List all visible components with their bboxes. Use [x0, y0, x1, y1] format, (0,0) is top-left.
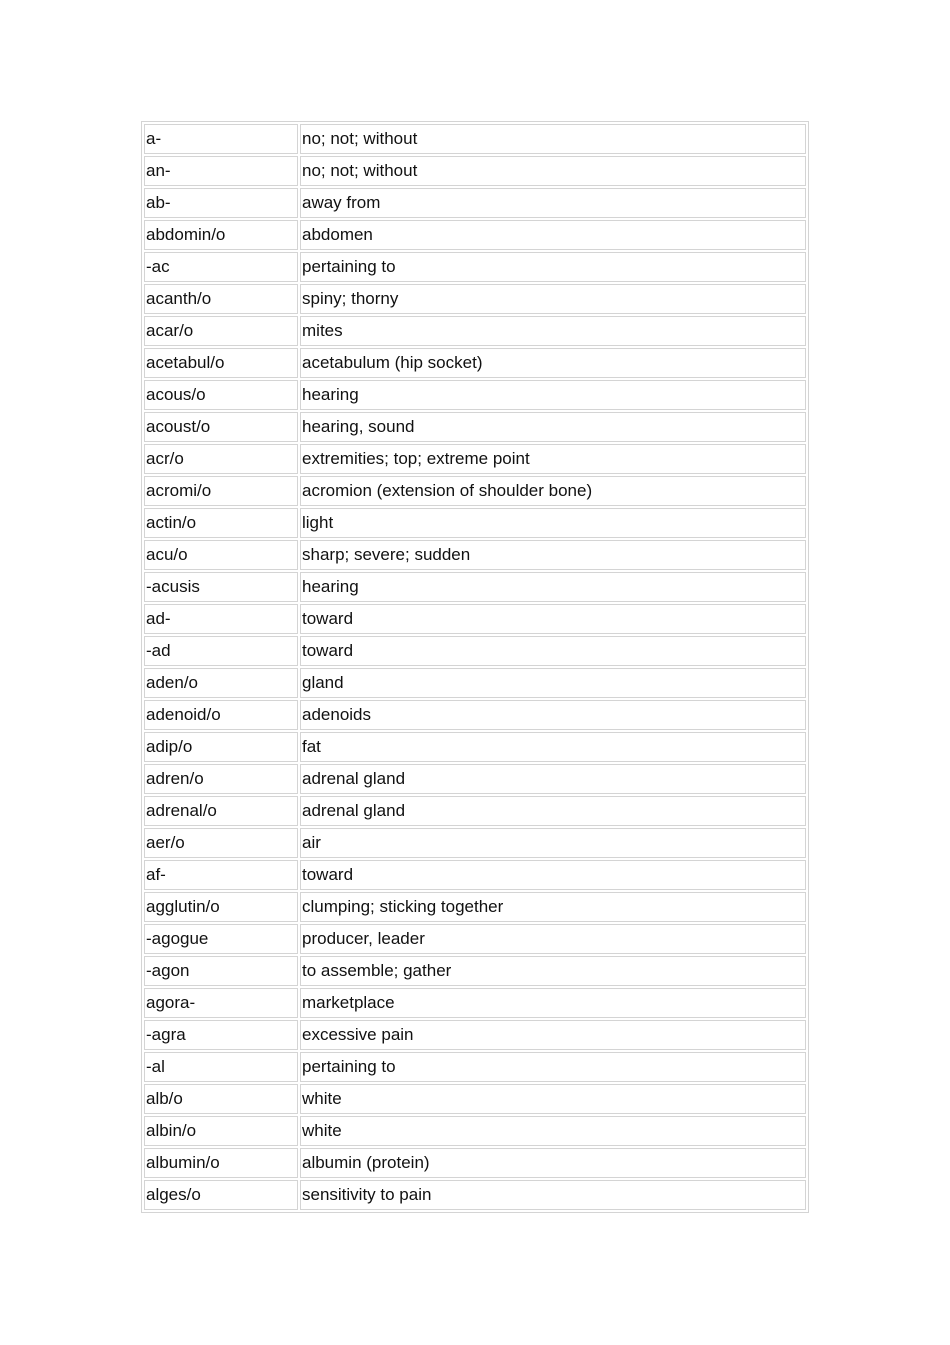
term-cell: actin/o — [144, 508, 298, 538]
table-row — [144, 924, 806, 954]
meaning-cell: excessive pain — [300, 1020, 806, 1050]
terms-table-body — [144, 124, 806, 1210]
table-row — [144, 572, 806, 602]
meaning-cell: to assemble; gather — [300, 956, 806, 986]
term-cell: alb/o — [144, 1084, 298, 1114]
meaning-cell: air — [300, 828, 806, 858]
table-row — [144, 956, 806, 986]
term-cell: ad- — [144, 604, 298, 634]
table-row — [144, 1052, 806, 1082]
term-cell: acr/o — [144, 444, 298, 474]
term-cell: aden/o — [144, 668, 298, 698]
table-row — [144, 316, 806, 346]
term-cell: an- — [144, 156, 298, 186]
term-cell: -ad — [144, 636, 298, 666]
term-cell: agglutin/o — [144, 892, 298, 922]
meaning-cell: producer, leader — [300, 924, 806, 954]
table-row — [144, 828, 806, 858]
table-row — [144, 188, 806, 218]
meaning-cell: hearing — [300, 380, 806, 410]
term-cell: -al — [144, 1052, 298, 1082]
term-cell: abdomin/o — [144, 220, 298, 250]
meaning-cell: gland — [300, 668, 806, 698]
meaning-cell: white — [300, 1084, 806, 1114]
term-cell: acanth/o — [144, 284, 298, 314]
table-row — [144, 220, 806, 250]
meaning-cell: abdomen — [300, 220, 806, 250]
meaning-cell: light — [300, 508, 806, 538]
term-cell: agora- — [144, 988, 298, 1018]
meaning-cell: toward — [300, 860, 806, 890]
table-row — [144, 764, 806, 794]
table-row — [144, 700, 806, 730]
meaning-cell: adrenal gland — [300, 764, 806, 794]
table-row — [144, 380, 806, 410]
meaning-cell: extremities; top; extreme point — [300, 444, 806, 474]
term-cell: -agogue — [144, 924, 298, 954]
meaning-cell: albumin (protein) — [300, 1148, 806, 1178]
table-row — [144, 156, 806, 186]
medical-terms-table — [141, 121, 809, 1213]
meaning-cell: adenoids — [300, 700, 806, 730]
term-cell: acous/o — [144, 380, 298, 410]
meaning-cell: spiny; thorny — [300, 284, 806, 314]
meaning-cell: no; not; without — [300, 124, 806, 154]
table-row — [144, 476, 806, 506]
meaning-cell: acromion (extension of shoulder bone) — [300, 476, 806, 506]
term-cell: albin/o — [144, 1116, 298, 1146]
table-row — [144, 348, 806, 378]
meaning-cell: pertaining to — [300, 1052, 806, 1082]
table-row — [144, 508, 806, 538]
table-row — [144, 1020, 806, 1050]
table-row — [144, 540, 806, 570]
table-row — [144, 796, 806, 826]
term-cell: albumin/o — [144, 1148, 298, 1178]
term-cell: aer/o — [144, 828, 298, 858]
table-row — [144, 732, 806, 762]
term-cell: adip/o — [144, 732, 298, 762]
term-cell: a- — [144, 124, 298, 154]
term-cell: ab- — [144, 188, 298, 218]
meaning-cell: hearing, sound — [300, 412, 806, 442]
term-cell: alges/o — [144, 1180, 298, 1210]
meaning-cell: adrenal gland — [300, 796, 806, 826]
meaning-cell: pertaining to — [300, 252, 806, 282]
term-cell: af- — [144, 860, 298, 890]
meaning-cell: fat — [300, 732, 806, 762]
term-cell: acu/o — [144, 540, 298, 570]
term-cell: -agon — [144, 956, 298, 986]
meaning-cell: hearing — [300, 572, 806, 602]
meaning-cell: white — [300, 1116, 806, 1146]
term-cell: adren/o — [144, 764, 298, 794]
table-row — [144, 1116, 806, 1146]
table-row — [144, 284, 806, 314]
term-cell: -acusis — [144, 572, 298, 602]
term-cell: acar/o — [144, 316, 298, 346]
table-row — [144, 124, 806, 154]
meaning-cell: away from — [300, 188, 806, 218]
table-row — [144, 1084, 806, 1114]
table-row — [144, 636, 806, 666]
term-cell: acoust/o — [144, 412, 298, 442]
meaning-cell: no; not; without — [300, 156, 806, 186]
meaning-cell: mites — [300, 316, 806, 346]
meaning-cell: clumping; sticking together — [300, 892, 806, 922]
meaning-cell: toward — [300, 636, 806, 666]
term-cell: -ac — [144, 252, 298, 282]
term-cell: acetabul/o — [144, 348, 298, 378]
term-cell: acromi/o — [144, 476, 298, 506]
term-cell: adenoid/o — [144, 700, 298, 730]
table-row — [144, 604, 806, 634]
meaning-cell: toward — [300, 604, 806, 634]
meaning-cell: sharp; severe; sudden — [300, 540, 806, 570]
table-row — [144, 1148, 806, 1178]
table-row — [144, 860, 806, 890]
table-row — [144, 444, 806, 474]
table-row — [144, 892, 806, 922]
table-row — [144, 412, 806, 442]
table-row — [144, 668, 806, 698]
meaning-cell: sensitivity to pain — [300, 1180, 806, 1210]
term-cell: -agra — [144, 1020, 298, 1050]
table-row — [144, 252, 806, 282]
meaning-cell: acetabulum (hip socket) — [300, 348, 806, 378]
table-row — [144, 988, 806, 1018]
meaning-cell: marketplace — [300, 988, 806, 1018]
term-cell: adrenal/o — [144, 796, 298, 826]
table-row — [144, 1180, 806, 1210]
